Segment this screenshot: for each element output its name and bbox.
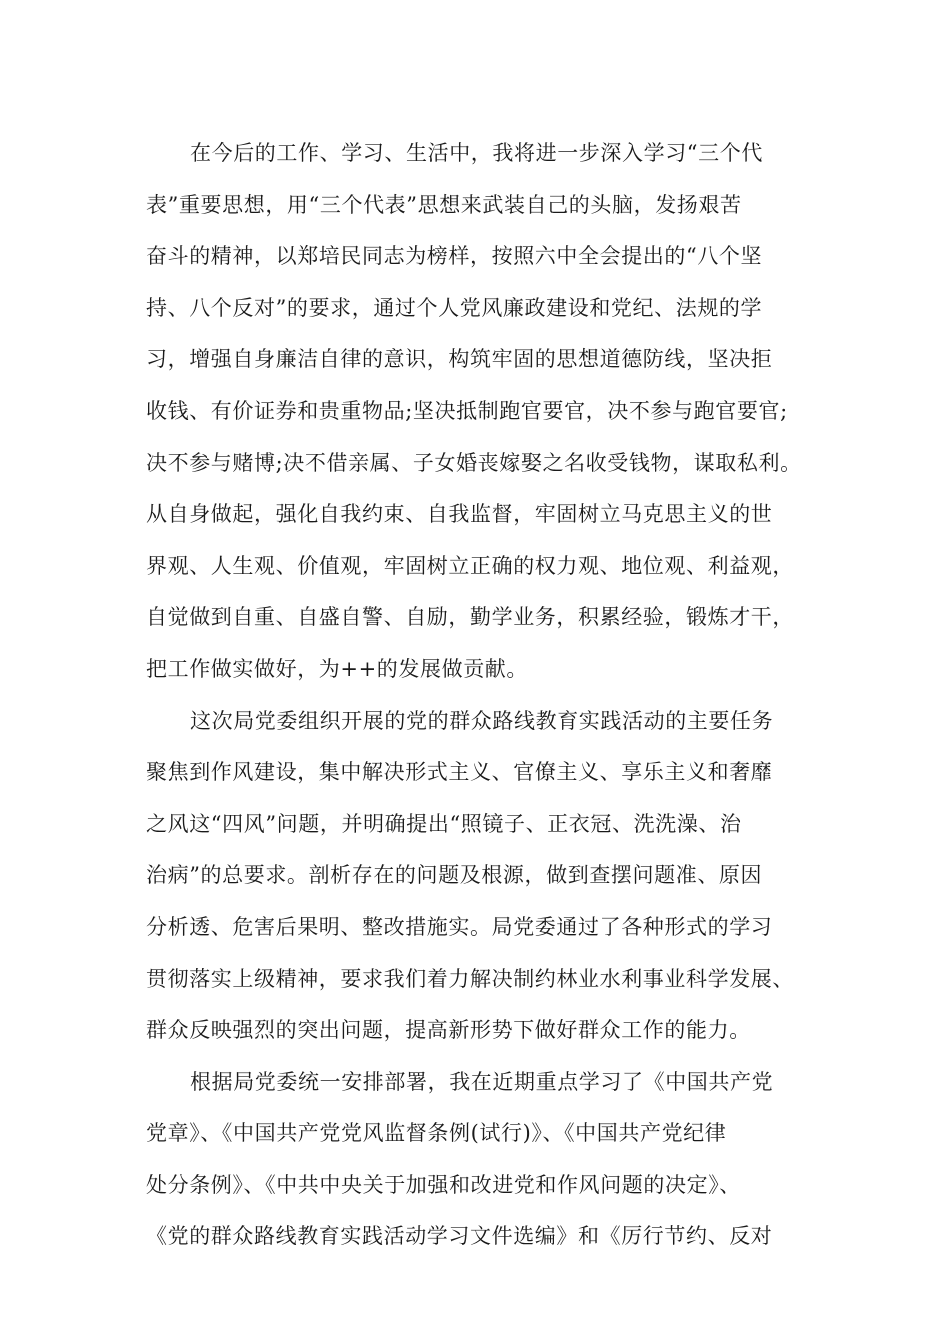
text-line: 表”重要思想，用“三个代表”思想来武装自己的头脑，发扬艰苦	[146, 192, 742, 217]
text-line: 持、八个反对”的要求，通过个人党风廉政建设和党纪、法规的学	[146, 295, 763, 320]
text-line: 聚焦到作风建设，集中解决形式主义、官僚主义、享乐主义和奢靡	[146, 760, 773, 785]
text-line: 把工作做实做好，为++的发展做贡献。	[146, 656, 528, 681]
document-body	[146, 128, 826, 1263]
text-line: 之风这“四风”问题，并明确提出“照镜子、正衣冠、洗洗澡、治	[146, 811, 742, 836]
text-line: 决不参与赌博;决不借亲属、子女婚丧嫁娶之名收受钱物，谋取私利。	[146, 450, 802, 475]
paragraph-3	[146, 1057, 826, 1263]
text-line: 党章》、《中国共产党党风监督条例(试行)》、《中国共产党纪律	[146, 1121, 727, 1146]
text-line: 界观、人生观、价值观，牢固树立正确的权力观、地位观、利益观，	[146, 553, 794, 578]
text-line: 在今后的工作、学习、生活中，我将进一步深入学习“三个代	[190, 141, 763, 165]
text-line: 从自身做起，强化自我约束、自我监督，牢固树立马克思主义的世	[146, 502, 773, 527]
text-line: 这次局党委组织开展的党的群众路线教育实践活动的主要任务	[190, 708, 774, 733]
text-line: 治病”的总要求。剖析存在的问题及根源，做到查摆问题准、原因	[146, 863, 763, 888]
text-line: 收钱、有价证券和贵重物品;坚决抵制跑官要官，决不参与跑官要官;	[146, 398, 788, 423]
text-line: 自觉做到自重、自盛自警、自励，勤学业务，积累经验，锻炼才干，	[146, 605, 794, 630]
text-line: 习，增强自身廉洁自律的意识，构筑牢固的思想道德防线，坚决拒	[146, 347, 773, 372]
text-line: 群众反映强烈的突出问题，提高新形势下做好群众工作的能力。	[146, 1018, 751, 1043]
text-line: 奋斗的精神，以郑培民同志为榜样，按照六中全会提出的“八个坚	[146, 244, 763, 269]
text-line: 贯彻落实上级精神，要求我们着力解决制约林业水利事业科学发展、	[146, 966, 794, 991]
text-line: 根据局党委统一安排部署，我在近期重点学习了《中国共产党	[190, 1069, 774, 1094]
text-line: 《党的群众路线教育实践活动学习文件选编》和《厉行节约、反对	[146, 1224, 773, 1249]
text-line: 分析透、危害后果明、整改措施实。局党委通过了各种形式的学习	[146, 914, 773, 939]
text-line: 处分条例》、《中共中央关于加强和改进党和作风问题的决定》、	[146, 1172, 741, 1197]
paragraph-1	[146, 128, 826, 696]
paragraph-2	[146, 696, 826, 1057]
